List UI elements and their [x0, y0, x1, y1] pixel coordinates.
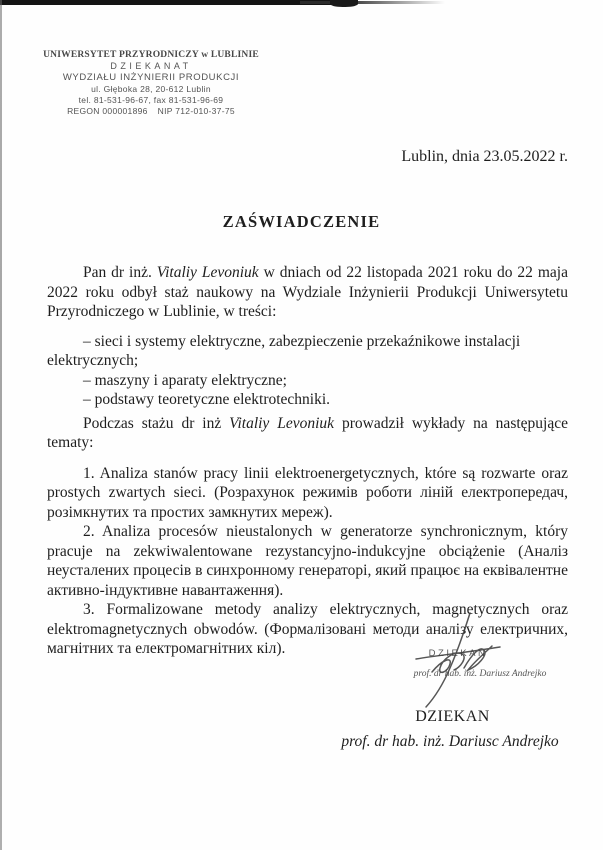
- date-line: Lublin, dnia 23.05.2022 r.: [401, 148, 568, 165]
- signature-stamp-title: DZIEKAN: [428, 648, 488, 659]
- signature-typed-name: prof. dr hab. inż. Dariusc Andrejko: [341, 733, 559, 750]
- letterhead-address: ul. Głęboka 28, 20-612 Lublin: [91, 84, 211, 94]
- numbered-item: 1. Analiza stanów pracy linii elektroenergetycznych, które są rozwarte oraz prostych zwartych sieci. (Розрахунок режимів роботи ліній електропередач, розімкнутих та простих замкнутих мереж).: [47, 464, 568, 521]
- scan-artifact-top-band: [0, 0, 334, 5]
- letterhead-regon-nip: [36, 106, 266, 116]
- bullet-item: – sieci i systemy elektryczne, zabezpieczenie przekaźnikowe instalacji elektrycznych;: [47, 332, 521, 369]
- scan-artifact-top-band-tail: [300, 1, 445, 4]
- letterhead-phone-fax: tel. 81-531-96-67, fax 81-531-96-69: [78, 95, 224, 105]
- numbered-item: 2. Analiza procesów nieustalonych w generatorze synchronicznym, który pracuje na zekwiwalentowane rezystancyjno-indukcyjne obciążenie (Аналіз неусталених процесів в синхронному генераторі, який працює на еквівалентне активно-індуктивне навантаження).: [47, 523, 568, 599]
- lectures-suffix: prowadził wykłady na następujące tematy:: [47, 414, 568, 451]
- scan-artifact-left-edge: [0, 0, 2, 850]
- signature-stamp-name: prof. dr hab. inż. Dariusz Andrejko: [413, 669, 547, 679]
- bullet-item: – podstawy teoretyczne elektrotechniki.: [83, 391, 331, 408]
- letterhead-faculty: WYDZIAŁU INŻYNIERII PRODUKCJI: [62, 72, 240, 83]
- letterhead-university-name: UNIWERSYTET PRZYRODNICZY w LUBLINIE: [43, 50, 259, 60]
- document-title: ZAŚWIADCZENIE: [222, 212, 381, 231]
- numbered-item: 3. Formalizowane metody analizy elektrycznych, magnetycznych oraz elektromagnetycznych obwodów. (Формалізовані методи аналізу електричних, магнітних та електромагнітних кіл).: [47, 601, 568, 657]
- intro-suffix: w dniach od 22 listopada 2021 roku do 22 maja 2022 roku odbył staż naukowy na Wydziale Inżynierii Produkcji Uniwersytetu Przyrodniczego w Lublinie, w treści:: [47, 264, 568, 320]
- letterhead-regon: REGON 000001896: [67, 106, 148, 116]
- letterhead-stamp: [36, 50, 266, 116]
- person-name-italic: Vitaliy Levoniuk: [156, 264, 259, 281]
- document-body: [47, 263, 568, 659]
- letterhead-dziekanat: DZIEKANAT: [110, 61, 192, 71]
- handwritten-signature: [398, 610, 520, 710]
- bullet-item: – maszyny i aparaty elektryczne;: [83, 371, 287, 389]
- lectures-prefix: Podczas stażu dr inż: [83, 414, 230, 432]
- scan-artifact-top-blob: [330, 0, 358, 7]
- signature-typed-title: DZIEKAN: [415, 708, 490, 725]
- paragraph-lectures: [47, 414, 568, 453]
- letterhead-nip: NIP 712-010-37-75: [157, 106, 235, 116]
- paragraph-intro: [47, 263, 568, 322]
- person-name-italic: Vitaliy Levoniuk: [229, 414, 335, 432]
- intro-prefix: Pan dr inż.: [83, 264, 157, 281]
